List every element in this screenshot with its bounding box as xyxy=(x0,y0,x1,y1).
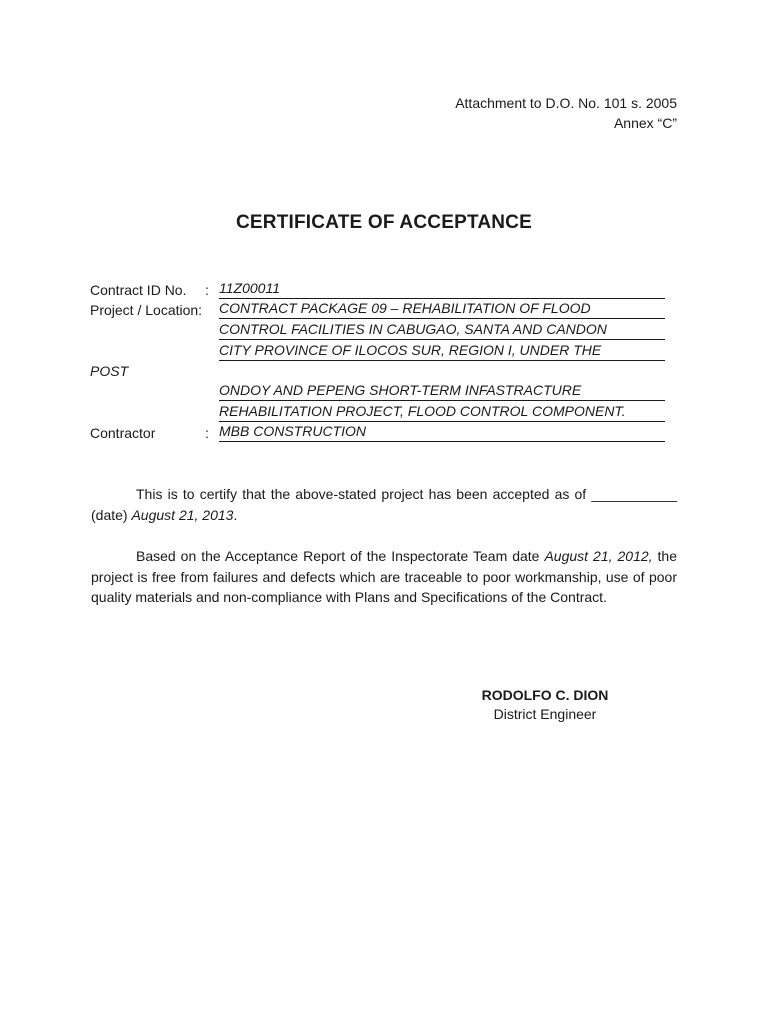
paragraph1-text-b: . xyxy=(233,506,238,523)
annex-label: Annex “C” xyxy=(613,115,677,131)
contract-id-value: 11Z00011 xyxy=(219,279,665,299)
contract-id-label: Contract ID No. xyxy=(90,282,187,298)
project-line-4: POST xyxy=(90,363,129,379)
project-line-2: CONTROL FACILITIES IN CABUGAO, SANTA AND CANDON xyxy=(219,320,665,340)
attachment-header xyxy=(455,93,677,133)
certification-paragraph xyxy=(91,484,677,525)
acceptance-report-paragraph xyxy=(91,546,677,608)
report-date: August 21, 2012, xyxy=(544,548,653,564)
acceptance-date: August 21, 2013 xyxy=(131,506,234,523)
signatory-name: RODOLFO C. DION xyxy=(481,687,609,703)
paragraph2-text-a: Based on the Acceptance Report of the Inspectorate Team date xyxy=(136,548,545,564)
project-location-label: Project / Location: xyxy=(90,302,203,318)
contractor-label: Contractor xyxy=(90,425,156,441)
signature-block xyxy=(440,686,650,724)
project-line-5: ONDOY AND PEPENG SHORT-TERM INFASTRACTURE xyxy=(219,381,665,401)
contract-id-colon: : xyxy=(205,282,209,298)
signatory-title: District Engineer xyxy=(493,706,597,722)
project-line-6: REHABILITATION PROJECT, FLOOD CONTROL COMPONENT. xyxy=(219,402,665,422)
attachment-reference: Attachment to D.O. No. 101 s. 2005 xyxy=(455,95,677,111)
contractor-value: MBB CONSTRUCTION xyxy=(219,422,665,442)
project-line-3: CITY PROVINCE OF ILOCOS SUR, REGION I, UNDER THE xyxy=(219,341,665,361)
project-line-1: CONTRACT PACKAGE 09 – REHABILITATION OF FLOOD xyxy=(219,299,665,319)
paragraph2-text-b: the project is free from failures and defects which are traceable to poor workmanship, use of poor quality materials and non-compliance with Plans and Specifications of the Contract. xyxy=(91,548,677,606)
document-title: CERTIFICATE OF ACCEPTANCE xyxy=(236,212,532,233)
contractor-colon: : xyxy=(205,425,209,441)
paragraph1-text-a: This is to certify that the above-stated project has been accepted as of ___________ (date) xyxy=(91,486,677,523)
